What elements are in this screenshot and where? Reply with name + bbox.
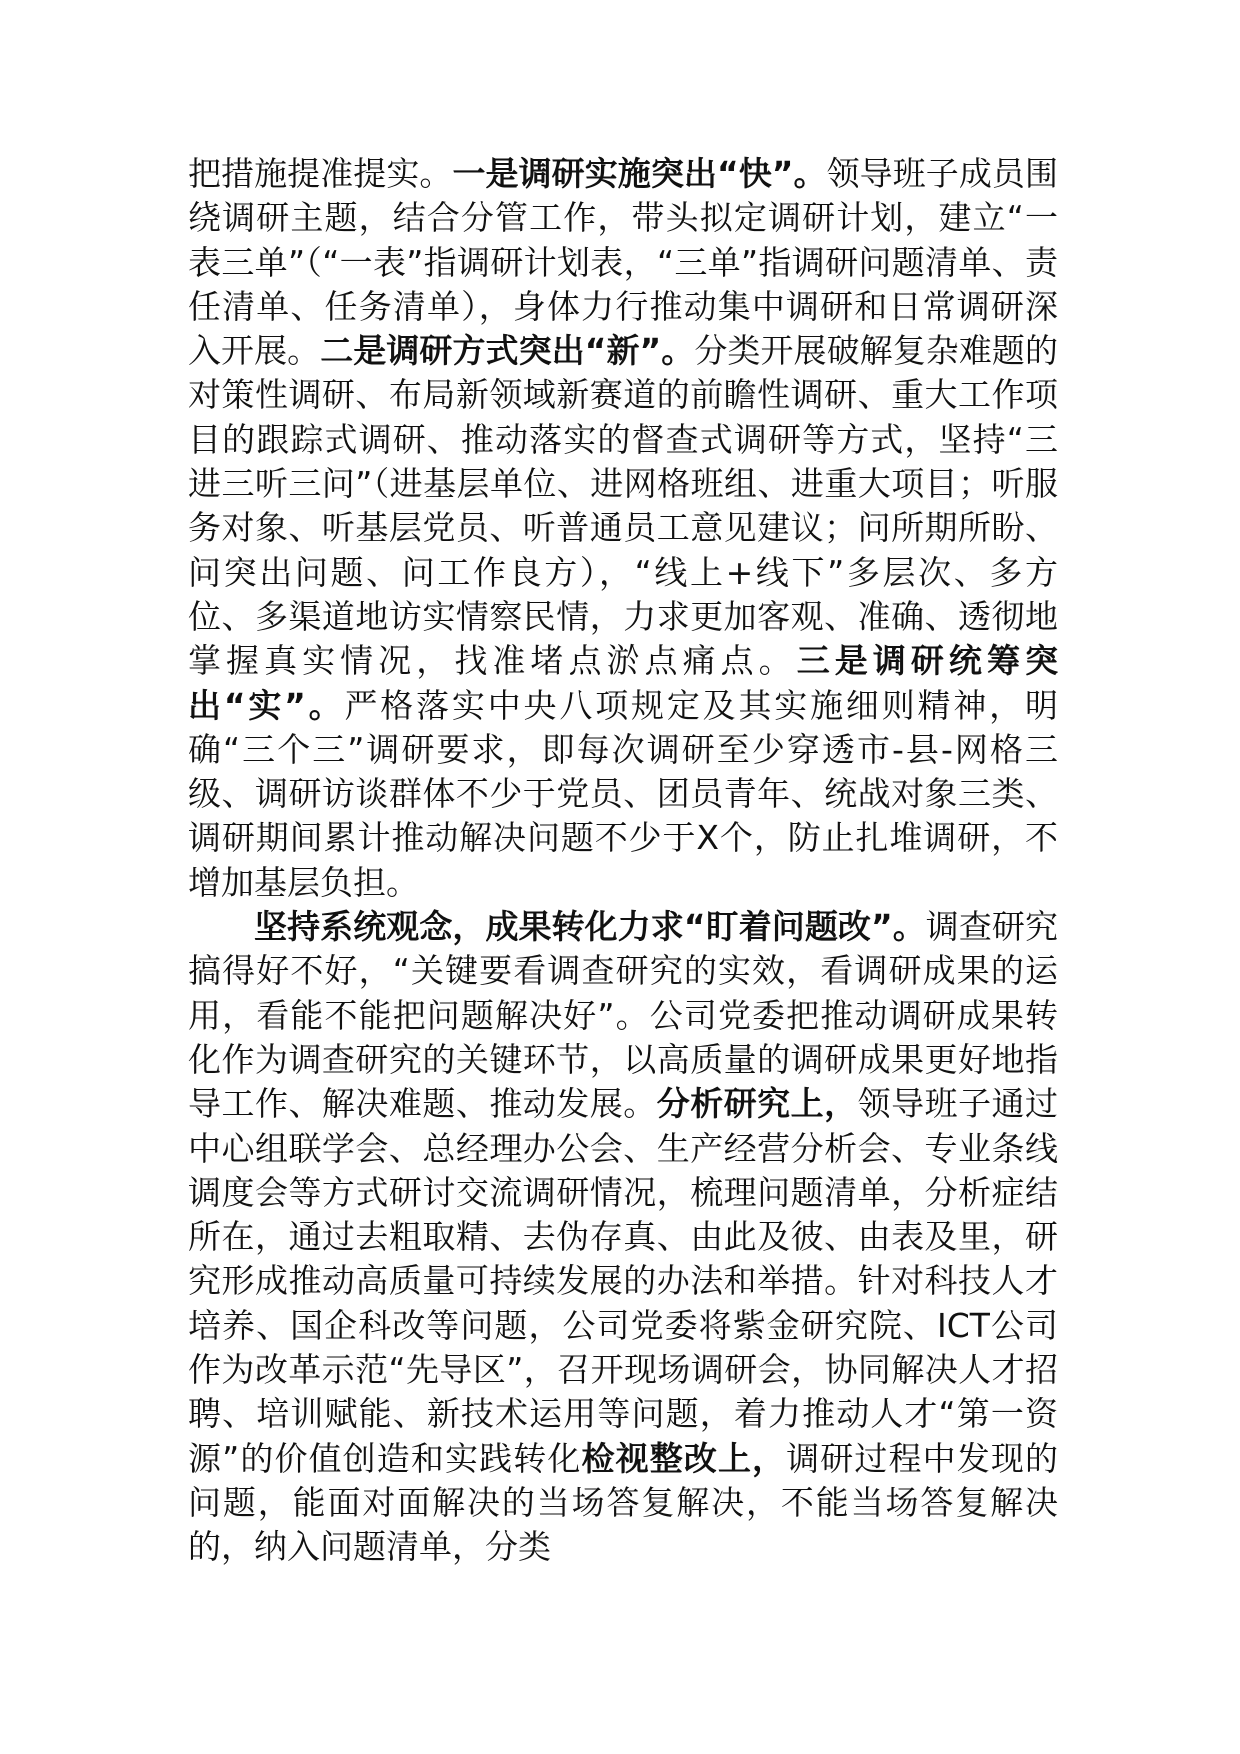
paragraph-results-transformation xyxy=(188,905,1058,1569)
text-segment: 调研过程中发现的问题，能面对面解决的当场答复解决，不能当场答复解决的，纳入问题清单，分类 xyxy=(188,1438,1058,1567)
bold-heading-rectification: 检视整改上， xyxy=(581,1438,787,1478)
bold-heading-solid: 三是调研统筹突出“实”。 xyxy=(188,641,1059,725)
text-segment: 调查研究搞得好不好，“关键要看调查研究的实效，看调研成果的运用，看能不能把问题解决好”。公司党委把推动调研成果转化作为调查研究的关键环节，以高质量的调研成果更好地指导工作、解决难题、推动发展。 xyxy=(188,907,1058,1124)
document-body xyxy=(188,152,1058,1570)
text-segment: 领导班子成员围绕调研主题，结合分管工作，带头拟定调研计划，建立“一表三单”（“一表”指调研计划表，“三单”指调研问题清单、责任清单、任务清单），身体力行推动集中调研和日常调研深入开展。 xyxy=(188,154,1058,371)
text-segment: 把措施提准提实。 xyxy=(188,154,453,193)
text-segment: 严格落实中央八项规定及其实施细则精神，明确“三个三”调研要求，即每次调研至少穿透市-县-网格三级、调研访谈群体不少于党员、团员青年、统战对象三类、调研期间累计推动解决问题不少于X个，防止扎堆调研，不增加基层负担。 xyxy=(188,685,1058,902)
text-segment: 领导班子通过中心组联学会、总经理办公会、生产经营分析会、专业条线调度会等方式研讨交流调研情况，梳理问题清单，分析症结所在，通过去粗取精、去伪存真、由此及彼、由表及里，研究形成推动高质量可持续发展的办法和举措。针对科技人才培养、国企科改等问题，公司党委将紫金研究院、ICT公司作为改革示范“先导区”，召开现场调研会，协同解决人才招聘、培训赋能、新技术运用等问题，着力推动人才“第一资源”的价值创造和实践转化 xyxy=(188,1084,1059,1478)
text-segment: 分类开展破解复杂难题的对策性调研、布局新领域新赛道的前瞻性调研、重大工作项目的跟踪式调研、推动落实的督查式调研等方式，坚持“三进三听三问”（进基层单位、进网格班组、进重大项目；听服务对象、听基层党员、听普通员工意见建议；问所期所盼、问突出问题、问工作良方），“线上+线下”多层次、多方位、多渠道地访实情察民情，力求更加客观、准确、透彻地掌握真实情况，找准堵点淤点痛点。 xyxy=(188,331,1058,681)
bold-heading-system-concept: 坚持系统观念，成果转化力求“盯着问题改”。 xyxy=(254,907,926,947)
bold-heading-new: 二是调研方式突出“新”。 xyxy=(320,331,695,371)
paragraph-research-methods xyxy=(188,152,1058,905)
bold-heading-fast: 一是调研实施突出“快”。 xyxy=(452,154,827,193)
bold-heading-analysis: 分析研究上， xyxy=(656,1084,858,1124)
